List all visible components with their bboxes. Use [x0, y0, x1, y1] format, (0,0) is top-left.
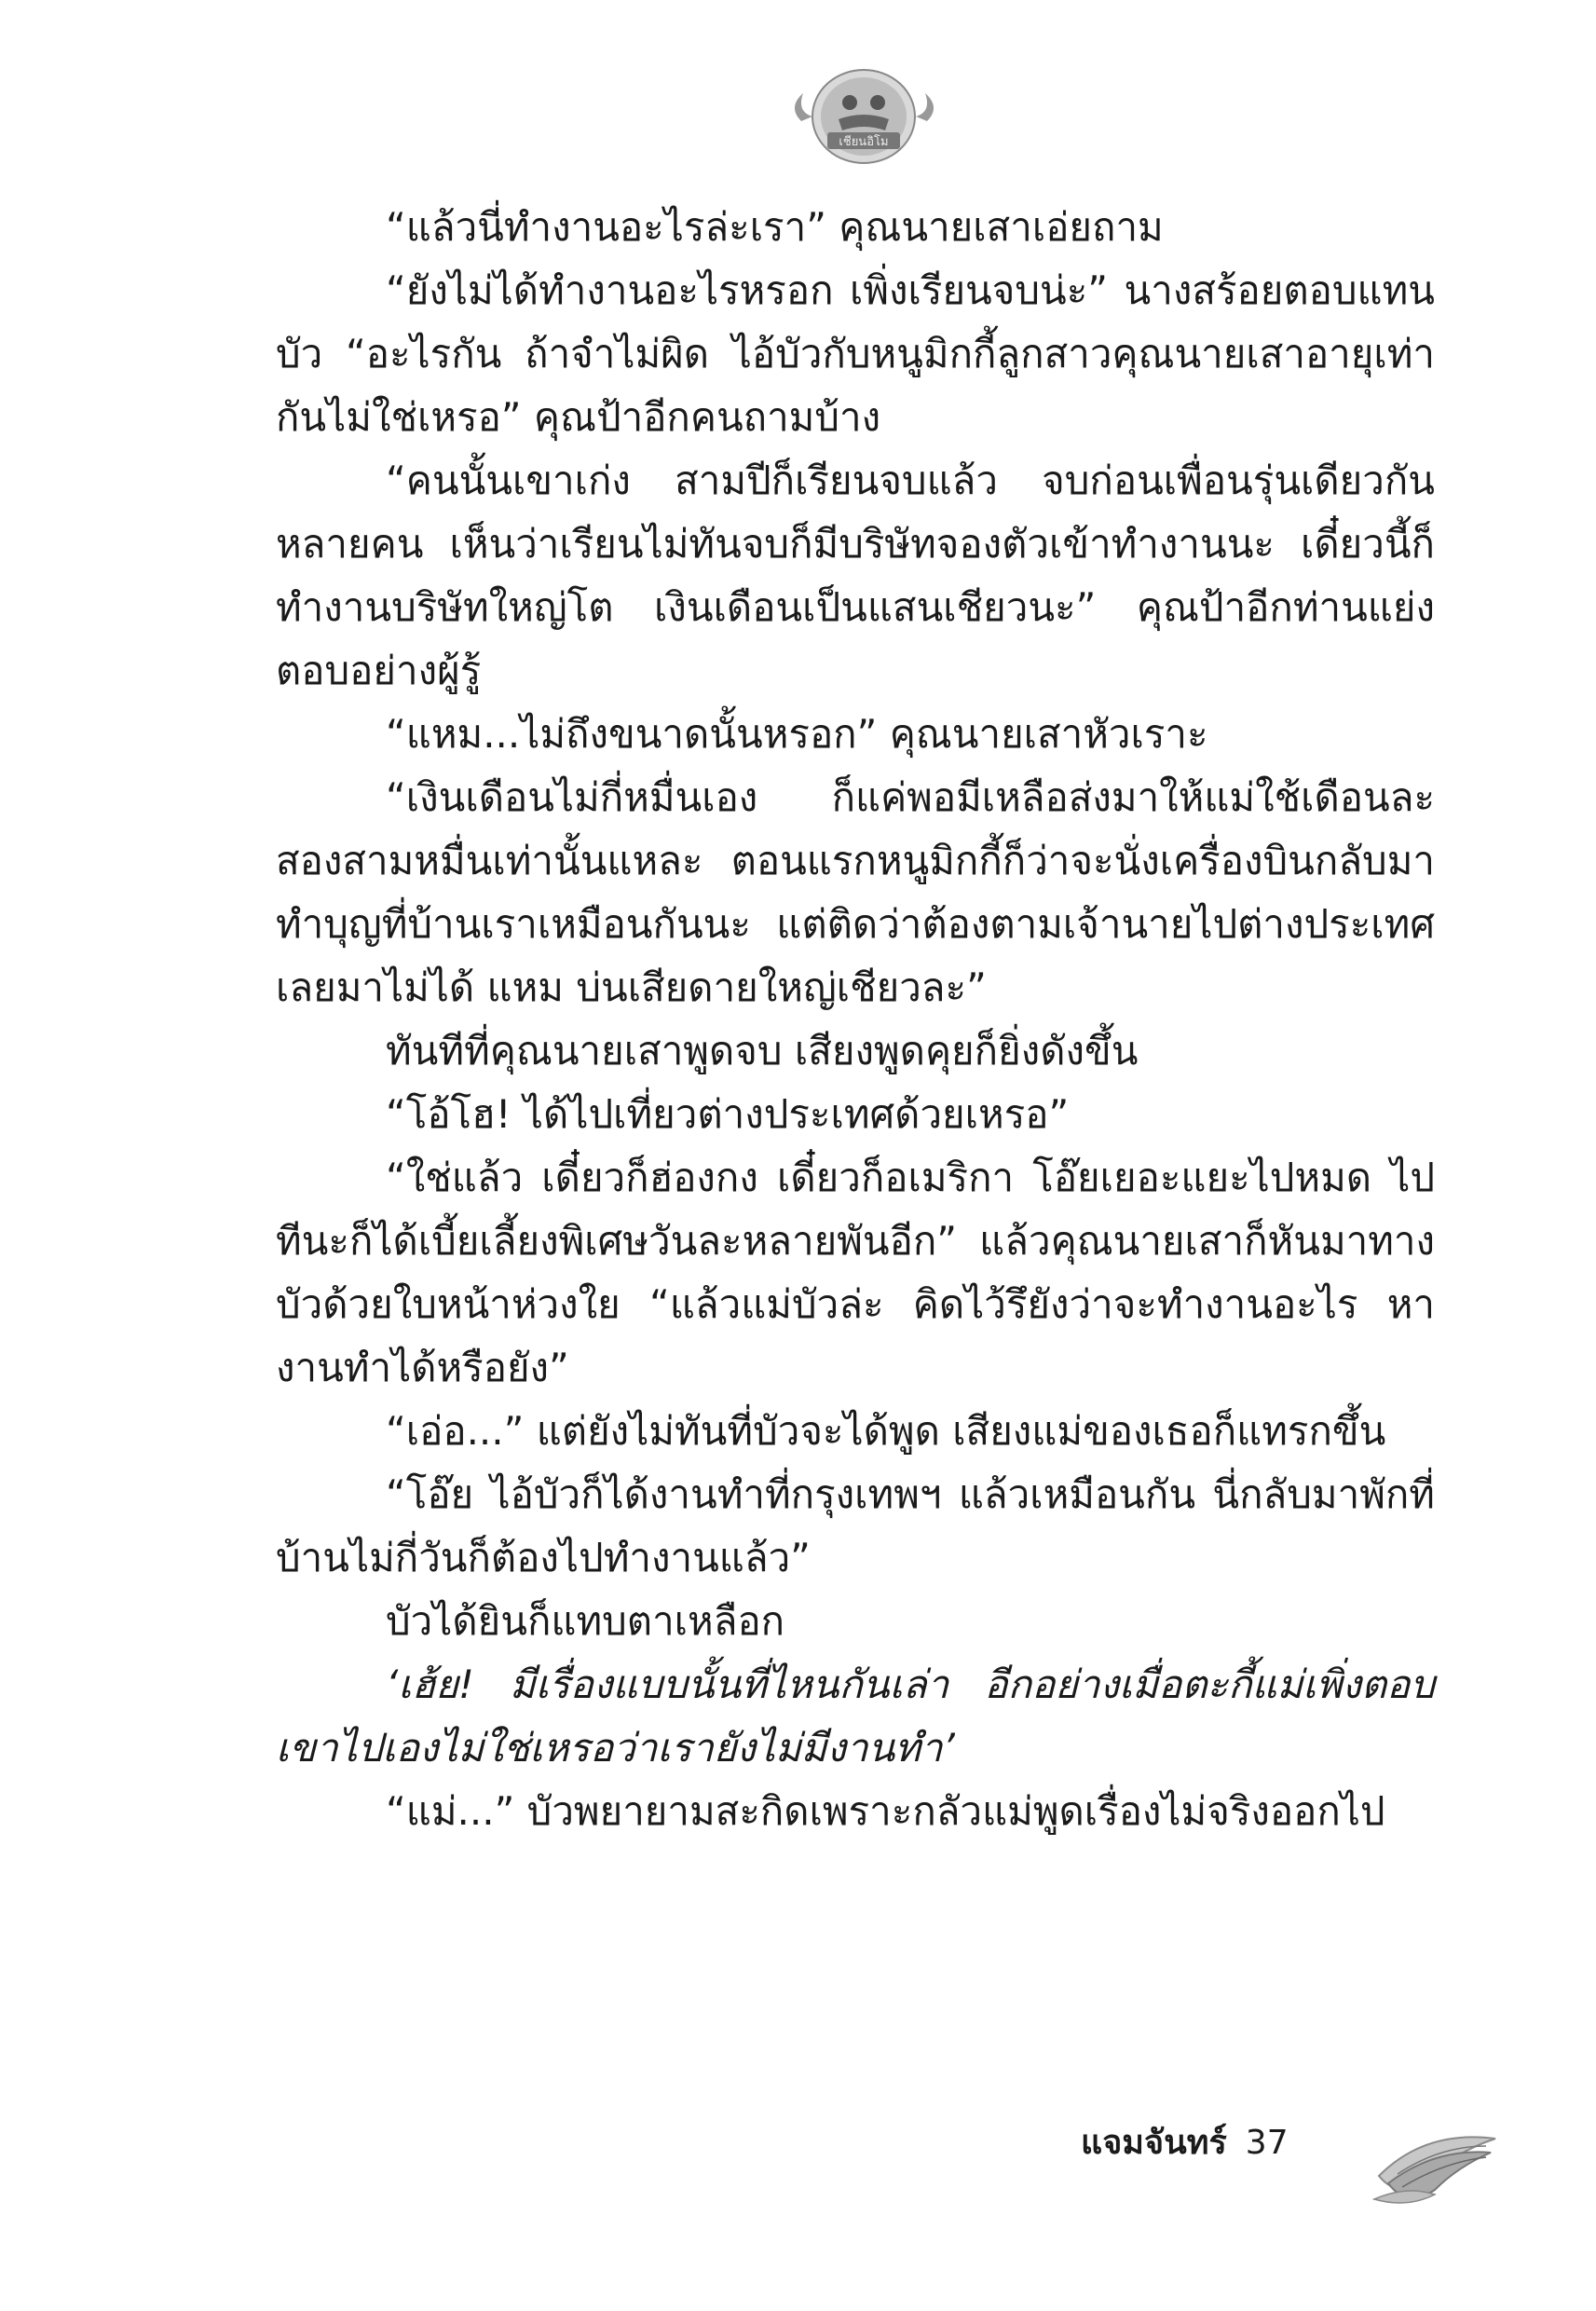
page-footer — [1081, 2115, 1289, 2168]
paragraph: “แม่...” บัวพยายามสะกิดเพราะกลัวแม่พูดเรื่องไม่จริงออกไป — [386, 1788, 1385, 1834]
paragraph: ทันทีที่คุณนายเสาพูดจบ เสียงพูดคุยก็ยิ่งดังขึ้น — [386, 1028, 1139, 1073]
paragraph: “แหม...ไม่ถึงขนาดนั้นหรอก” คุณนายเสาหัวเราะ — [386, 711, 1208, 757]
paragraph: “คนนั้นเขาเก่ง สามปีก็เรียนจบแล้ว จบก่อนเพื่อนรุ่นเดียวกันหลายคน เห็นว่าเรียนไม่ทันจบก็มีบริษัทจองตัวเข้าทำงานนะ เดี๋ยวนี้ก็ทำงานบริษัทใหญ่โต เงินเดือนเป็นแสนเชียวนะ” คุณป้าอีกท่านแย่งตอบอย่างผู้รู้ — [276, 458, 1435, 693]
paragraph: ‘เฮ้ย! มีเรื่องแบบนั้นที่ไหนกันเล่า อีกอย่างเมื่อตะกี้แม่เพิ่งตอบเขาไปเองไม่ใช่เหรอว่าเรายังไม่มีงานทำ’ — [276, 1661, 1435, 1771]
paragraph: “แล้วนี่ทำงานอะไรล่ะเรา” คุณนายเสาเอ่ยถาม — [386, 204, 1164, 250]
paragraph: “ใช่แล้ว เดี๋ยวก็ฮ่องกง เดี๋ยวก็อเมริกา โอ๊ยเยอะแยะไปหมด ไปทีนะก็ได้เบี้ยเลี้ยงพิเศษวันละหลายพันอีก” แล้วคุณนายเสาก็หันมาทางบัวด้วยใบหน้าห่วงใย “แล้วแม่บัวล่ะ คิดไว้รึยังว่าจะทำงานอะไร หางานทำได้หรือยัง” — [276, 1155, 1435, 1390]
book-title: แจมจันทร์ — [1081, 2124, 1227, 2162]
paragraph: “โอ้โฮ! ได้ไปเที่ยวต่างประเทศด้วยเหรอ” — [386, 1091, 1070, 1137]
paragraph: “เงินเดือนไม่กี่หมื่นเอง ก็แค่พอมีเหลือส่งมาให้แม่ใช้เดือนละสองสามหมื่นเท่านั้นแหละ ตอนแรกหนูมิกกี้ก็ว่าจะนั่งเครื่องบินกลับมาทำบุญที่บ้านเราเหมือนกันนะ แต่ติดว่าต้องตามเจ้านายไปต่างประเทศเลยมาไม่ได้ แหม บ่นเสียดายใหญ่เชียวละ” — [276, 774, 1435, 1010]
paragraph: “โอ๊ย ไอ้บัวก็ได้งานทำที่กรุงเทพฯ แล้วเหมือนกัน นี่กลับมาพักที่บ้านไม่กี่วันก็ต้องไปทำงานแล้ว” — [276, 1471, 1435, 1580]
page-body — [276, 196, 1435, 1843]
paragraph: “เอ่อ...” แต่ยังไม่ทันที่บัวจะได้พูด เสียงแม่ของเธอก็แทรกขึ้น — [386, 1408, 1386, 1454]
svg-text:เชียนอิโม: เชียนอิโม — [839, 135, 889, 149]
publisher-logo — [783, 65, 946, 168]
paragraph: บัวได้ยินก็แทบตาเหลือก — [386, 1598, 785, 1644]
paragraph: “ยังไม่ได้ทำงานอะไรหรอก เพิ่งเรียนจบน่ะ” นางสร้อยตอบแทนบัว “อะไรกัน ถ้าจำไม่ผิด ไอ้บัวกับหนูมิกกี้ลูกสาวคุณนายเสาอายุเท่ากันไม่ใช่เหรอ” คุณป้าอีกคนถามบ้าง — [276, 267, 1435, 440]
corn-icon — [1370, 2111, 1500, 2213]
page-number: 37 — [1245, 2124, 1289, 2162]
